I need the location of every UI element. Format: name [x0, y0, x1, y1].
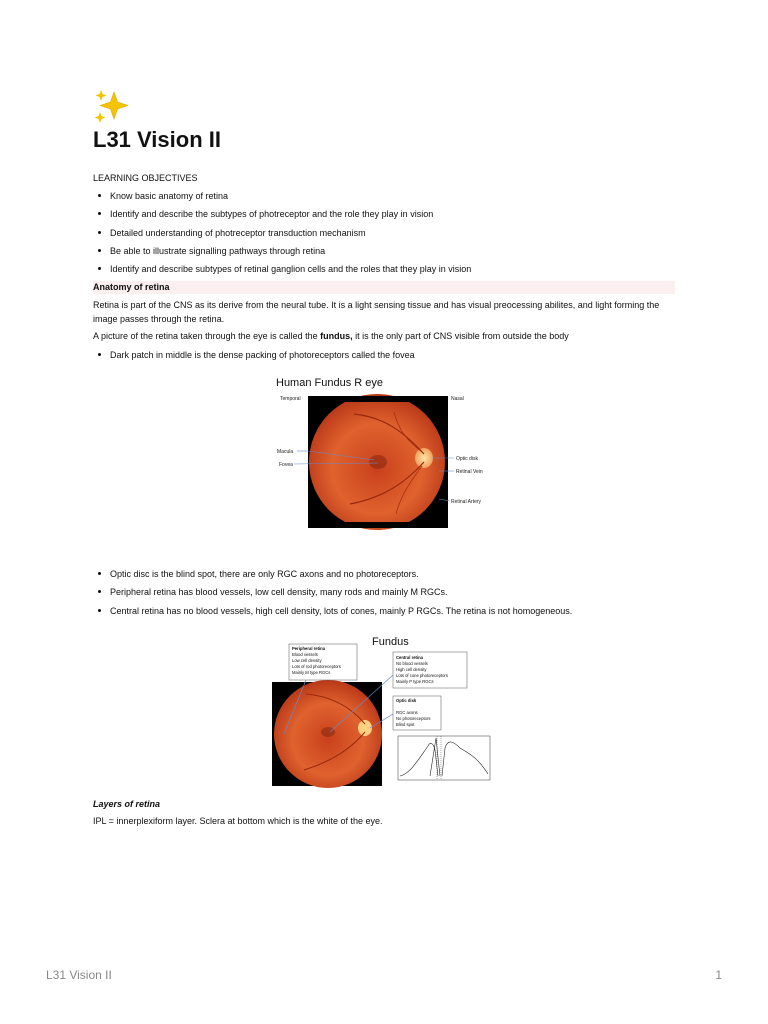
label-retinal-vein: Retinal Vein — [456, 469, 483, 475]
section-heading-anatomy: Anatomy of retina — [93, 281, 675, 294]
list-item: Identify and describe subtypes of retinal ganglion cells and the roles that they play in vision — [93, 262, 471, 280]
peripheral-line: Low cell density — [292, 658, 322, 663]
peripheral-title: Peripheral retina — [292, 646, 326, 651]
list-item: Peripheral retina has blood vessels, low cell density, many rods and mainly M RGCs. — [93, 585, 572, 603]
list-item: Identify and describe the subtypes of photreceptor and the role they play in vision — [93, 207, 471, 225]
list-item: Optic disc is the blind spot, there are only RGC axons and no photoreceptors. — [93, 567, 572, 585]
figure-title: Fundus — [372, 636, 409, 648]
optic-disk-mark — [358, 720, 372, 736]
fovea-mark — [369, 455, 387, 469]
peripheral-line: Lots of rod photoreceptors — [292, 664, 341, 669]
density-plot — [398, 736, 490, 780]
central-line: No blood vessels — [396, 661, 428, 666]
fovea-list — [93, 348, 415, 366]
peripheral-line: Mainly M type RGCs — [292, 670, 331, 675]
section-heading-layers: Layers of retina — [93, 799, 161, 809]
label-optic-disk: Optic disk — [456, 456, 478, 462]
label-macula: Macula — [277, 449, 294, 455]
label-retinal-artery: Retinal Artery — [451, 499, 482, 505]
bold-span: fundus, — [320, 331, 353, 341]
central-line: Mainly P type RGCs — [396, 679, 434, 684]
page-title: L31 Vision II — [93, 127, 221, 152]
text-span: it is the only part of CNS visible from outside the body — [352, 331, 569, 341]
optic-line: RGC axons — [396, 710, 418, 715]
text-span: A picture of the retina taken through the eye is called the — [93, 331, 321, 341]
list-item: Know basic anatomy of retina — [93, 189, 471, 207]
paragraph-layers: IPL = innerplexiform layer. Sclera at bottom which is the white of the eye. — [93, 816, 383, 826]
objectives-list — [93, 189, 471, 280]
optic-disk-mark — [415, 448, 433, 468]
paragraph: Retina is part of the CNS as its derive from the neural tube. It is a light sensing tissue and has visual preocessing abilites, and light forming the image passes through the retina. — [93, 300, 660, 324]
list-item: Detailed understanding of photreceptor transduction mechanism — [93, 226, 471, 244]
list-item: Dark patch in middle is the dense packing of photoreceptors called the fovea — [93, 348, 415, 366]
sparkles-icon — [92, 88, 132, 126]
fundus-regions-figure — [270, 630, 496, 788]
paragraph-fundus — [93, 329, 675, 343]
optic-title: Optic disk — [396, 698, 417, 703]
optic-line: Blind spot — [396, 722, 415, 727]
peripheral-line: Blood vessels — [292, 652, 318, 657]
retina-list — [93, 567, 572, 622]
label-nasal: Nasal — [451, 396, 464, 402]
objectives-heading: LEARNING OBJECTIVES — [93, 173, 198, 183]
central-title: Central retina — [396, 655, 423, 660]
label-temporal: Temporal — [280, 396, 301, 402]
central-line: Lots of cone photoreceptors — [396, 673, 448, 678]
optic-line: No photoreceptors — [396, 716, 431, 721]
footer-title: L31 Vision II — [46, 968, 112, 982]
label-fovea: Fovea — [279, 462, 293, 468]
figure-title: Human Fundus R eye — [276, 377, 383, 389]
page-number: 1 — [715, 968, 722, 982]
fundus-figure — [274, 372, 496, 532]
central-line: High cell density — [396, 667, 427, 672]
list-item: Central retina has no blood vessels, high cell density, lots of cones, mainly P RGCs. The retina is not homogeneous. — [93, 604, 572, 622]
list-item: Be able to illustrate signalling pathways through retina — [93, 244, 471, 262]
